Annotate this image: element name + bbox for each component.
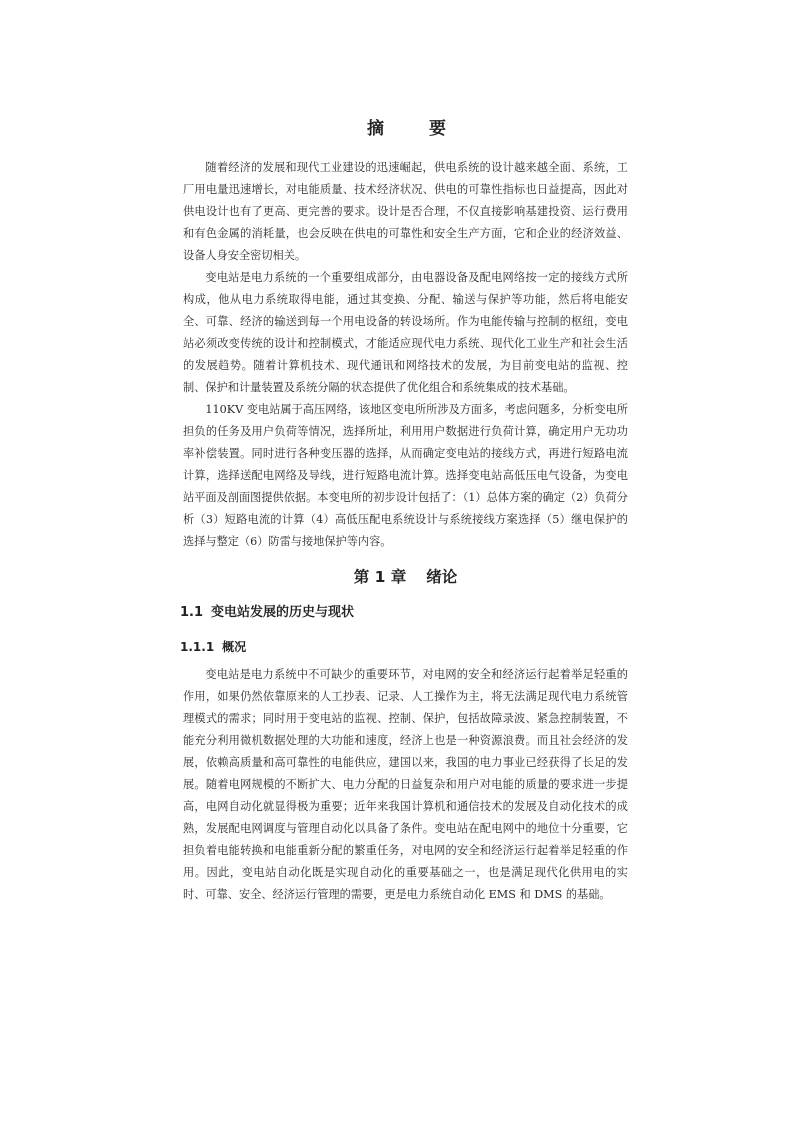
subsection-paragraph-1: 变电站是电力系统中不可缺少的重要环节，对电网的安全和经济运行起着举足轻重的作用，如果仍然依靠原来的人工抄表、记录、人工操作为主，将无法满足现代电力系统管理模式的需求；同时用于变电站的监视、控制、保护，包括故障录波、紧急控制装置，不能充分利用微机数据处理的大功能和速度，经济上也是一种资源浪费。而且社会经济的发展，依赖高质量和高可靠性的电能供应，建国以来，我国的电力事业已经获得了长足的发展。随着电网规模的不断扩大、电力分配的日益复杂和用户对电能的质量的要求进一步提高，电网自动化就显得极为重要；近年来我国计算机和通信技术的发展及自动化技术的成熟，发展配电网调度与管理自动化以具备了条件。变电站在配电网中的地位十分重要，它担负着电能转换和电能重新分配的繁重任务，对电网的安全和经济运行起着举足轻重的作用。因此，变电站自动化既是实现自动化的重要基础之一，也是满足现代化供用电的实时、可靠、安全、经济运行管理的需要，更是电力系统自动化 EMS 和 DMS 的基础。 <box>183 668 628 901</box>
abstract-paragraph-1: 随着经济的发展和现代工业建设的迅速崛起，供电系统的设计越来越全面、系统，工厂用电量迅速增长，对电能质量、技术经济状况、供电的可靠性指标也日益提高，因此对供电设计也有了更高、更完善的要求。设计是否合理，不仅直接影响基建投资、运行费用和有色金属的消耗量，也会反映在供电的可靠性和安全生产方面，它和企业的经济效益、设备人身安全密切相关。 <box>183 161 628 262</box>
section-title: 变电站发展的历史与现状 <box>211 605 355 620</box>
chapter-heading <box>183 565 628 587</box>
abstract-paragraph-2: 变电站是电力系统的一个重要组成部分，由电器设备及配电网络按一定的接线方式所构成，他从电力系统取得电能，通过其变换、分配、输送与保护等功能，然后将电能安全、可靠、经济的输送到每一个用电设备的转设场所。作为电能传输与控制的枢纽，变电站必须改变传统的设计和控制模式，才能适应现代电力系统、现代化工业生产和社会生活的发展趋势。随着计算机技术、现代通讯和网络技术的发展，为目前变电站的监视、控制、保护和计量装置及系统分隔的状态提供了优化组合和系统集成的技术基础。 <box>183 271 628 394</box>
page-content <box>180 108 628 906</box>
section-heading <box>180 601 628 620</box>
subsection-number: 1.1.1 <box>180 640 215 654</box>
subsection-heading <box>180 638 628 655</box>
subsection-title: 概况 <box>222 640 247 654</box>
chapter-number: 第 1 章 <box>353 568 407 586</box>
section-number: 1.1 <box>180 605 204 620</box>
abstract-paragraph-3: 110KV 变电站属于高压网络，该地区变电所所涉及方面多，考虑问题多，分析变电所担负的任务及用户负荷等情况，选择所址，利用用户数据进行负荷计算，确定用户无功功率补偿装置。同时进行各种变压器的选择，从而确定变电站的接线方式，再进行短路电流计算，选择送配电网络及导线，进行短路电流计算。选择变电站高低压电气设备，为变电站平面及剖面图提供依据。本变电所的初步设计包括了：（1）总体方案的确定（2）负荷分析（3）短路电流的计算（4）高低压配电系统设计与系统接线方案选择（5）继电保护的选择与整定（6）防雷与接地保护等内容。 <box>183 403 628 548</box>
abstract-title: 摘 要 <box>367 119 460 139</box>
chapter-title: 绪论 <box>426 568 458 586</box>
